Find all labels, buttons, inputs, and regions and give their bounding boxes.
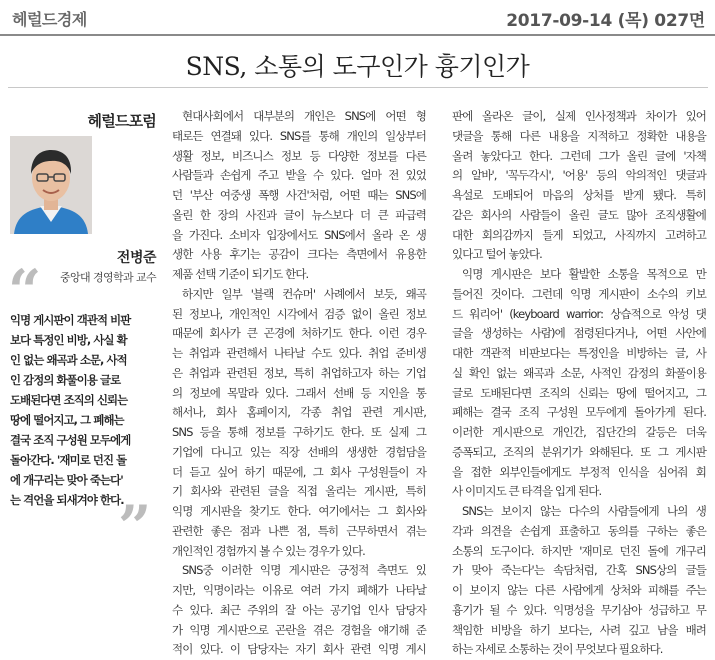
body-line: 드 워리어' (keyboard warrior: 상습적으로 악성 댓: [452, 306, 706, 321]
masthead: [0, 0, 715, 36]
body-column-2: [452, 107, 706, 660]
body-line: 태로든 연결돼 있다. SNS를 통해 개인의 일상부터: [172, 128, 426, 143]
pull-quote-line: 땅에 떨어지고, 그 폐해는: [10, 413, 124, 427]
body-line: 있다고 털어 놓았다.: [452, 247, 542, 262]
body-line: 가 익명 게시판으로 곤란을 겪은 경험을 얘기해 준: [172, 622, 426, 637]
body-line: 책임한 비방을 하기 보다는, 사려 깊고 남을 배려: [452, 622, 706, 637]
body-line: 폐해는 결국 조직 구성원 모두에게 돌아가게 된다.: [452, 405, 706, 420]
body-line: 하지만 일부 '블랙 컨슈머' 사례에서 보듯, 왜곡: [182, 286, 426, 301]
author-name: 전병준: [116, 250, 156, 266]
body-line: 증폭되고, 조직의 분위기가 와해된다. 또 그 게시판: [452, 444, 706, 459]
body-line: 을 가진다. 소비자 입장에서도 SNS에서 올라 온 생: [172, 227, 426, 242]
body-line: 판에 올라온 글이, 실제 인사정책과 차이가 있어: [452, 109, 706, 123]
body-line: 각과 의견을 손쉽게 표출하고 동의를 구하는 좋은: [452, 523, 706, 538]
body-line: 이 보이지 않는 다른 사람에게 상처와 피해를 주는: [452, 583, 706, 597]
body-column-1: [172, 107, 426, 660]
body-line: 의 정보에 목말라 있다. 그래서 선배 등 지인을 통: [172, 385, 426, 400]
body-line: 개인적인 경험까지 볼 수 있는 경우가 있다.: [172, 543, 365, 558]
body-line: 익명 게시판을 찾기도 한다. 여기에서는 그 회사와: [172, 504, 426, 518]
pull-quote-line: 보다 특정인 비방, 사실 확: [10, 333, 127, 347]
pull-quote-line: 인 없는 왜곡과 소문, 사적: [10, 353, 127, 367]
body-line: 된 정보나, 개인적인 시각에서 검증 없이 올린 정보: [172, 306, 426, 321]
body-line: SNS중 이러한 익명 게시판은 긍정적 측면도 있: [182, 563, 426, 578]
body-line: 수 있다. 최근 주위의 잘 아는 공기업 인사 담당자: [172, 602, 426, 617]
pull-quote-line: 인 감정의 화풀이용 글로: [10, 373, 121, 387]
author-portrait: [10, 136, 92, 234]
body-line: 더 듣고 싶어 하기 때문에, 그 회사 구성원들이 자: [172, 464, 426, 479]
column-name: 헤럴드포럼: [87, 112, 156, 130]
body-line: 댓글을 통해 다른 내용을 지적하고 정확한 내용을: [452, 128, 706, 143]
body-line: 올린 한 장의 사진과 글이 뉴스보다 더 큰 파급력: [172, 207, 426, 222]
body-line: 대한 회의감까지 들게 되었고, 사직까지 고려하고: [452, 227, 706, 242]
body-line: SNS 등을 통해 정보를 구하기도 한다. 또 실제 그: [172, 425, 426, 439]
body-line: 을 접한 외부인들에게도 부정적 인식을 심어줘 회: [452, 464, 706, 479]
pull-quote-line: 돌아간다. '재미로 던진 돌: [10, 453, 127, 467]
body-line: 흉기가 될 수 있다. 익명성을 무기삼아 성급하고 무: [452, 602, 706, 617]
pull-quote-line: 도배된다면 조직의 신뢰는: [10, 393, 128, 407]
author-portrait-illustration: [10, 136, 92, 234]
body-line: 제품 선택 기준이 되기도 한다.: [172, 267, 309, 281]
body-line: 대한 객관적 비판보다는 특정인을 비방하는 글, 사: [452, 346, 706, 360]
body-line: 생활 정보, 비즈니스 정보 등 다양한 정보를 다른: [172, 148, 426, 163]
pull-quote-line: 결국 조직 구성원 모두에게: [10, 433, 131, 447]
body-line: 던 '부산 여중생 폭행 사건'처럼, 어떤 때는 SNS에: [172, 188, 426, 202]
body-line: 는 취업과 관련해서 나타날 수도 있다. 취업 준비생: [172, 346, 426, 360]
body-line: 사람들과 손쉽게 주고 받을 수 있다. 얼마 전 있었: [172, 168, 426, 183]
body-line: 사 이미지도 큰 타격을 입게 된다.: [452, 484, 602, 499]
headline-divider: [8, 87, 708, 88]
body-line: SNS는 보이지 않는 다수의 사람들에게 나의 생: [462, 504, 706, 518]
article-headline: SNS, 소통의 도구인가 흉기인가: [185, 52, 530, 81]
pull-quote-line: 는 격언을 되새겨야 한다.: [10, 493, 124, 507]
pull-quote-line: 에 개구리는 맞아 죽는다': [10, 473, 123, 487]
body-line: 익명 게시판은 보다 활발한 소통을 목적으로 만: [462, 267, 706, 281]
body-line: 때문에 회사가 큰 곤경에 처하기도 한다. 이런 경우: [172, 326, 426, 341]
body-line: 기업에 다니고 있는 직장 선배의 생생한 경험담을: [172, 444, 426, 459]
body-line: 글을 생성하는 사람)에 점령된다거나, 어떤 사안에: [452, 326, 706, 341]
body-line: 은 취업과 관련된 정보, 특히 취업하고자 하는 기업: [172, 365, 426, 380]
body-line: 해서나, 회사 홈페이지, 각종 취업 관련 게시판,: [172, 405, 426, 420]
body-line: 이러한 게시판으로 개인간, 집단간의 갈등은 더욱: [452, 425, 706, 439]
pull-quote: [10, 310, 158, 510]
body-line: 실 확인 없는 왜곡과 소문, 사적인 감정의 화풀이용: [452, 365, 706, 380]
body-line: 지만, 익명이라는 이유로 여러 가지 폐해가 나타날: [172, 583, 426, 597]
issue-date-page: 2017-09-14 (목) 027면: [506, 11, 705, 31]
body-line: 현대사회에서 대부분의 개인은 SNS에 어떤 형: [182, 109, 426, 123]
body-line: 가 맞아 죽는다'는 속담처럼, 간혹 SNS상의 글들: [452, 563, 706, 578]
body-line: 같은 회사의 사람들이 올린 글도 많아 조직생활에: [452, 207, 706, 222]
body-line: 기 회사와 관련된 글을 직접 올리는 게시판, 특히: [172, 484, 426, 499]
body-line: 적이 있다. 이 담당자는 자기 회사 관련 익명 게시: [172, 642, 426, 657]
body-line: 의 알바', '꼭두각시', '어용' 등의 악의적인 댓글과: [452, 168, 706, 183]
close-quote-icon: ”: [118, 493, 152, 561]
pull-quote-line: 익명 게시판이 객관적 비판: [10, 313, 131, 327]
body-line: 하는 자세로 소통하는 것이 무엇보다 필요하다.: [452, 642, 663, 657]
body-line: 소통의 도구이다. 하지만 '재미로 던진 돌에 개구리: [452, 543, 706, 558]
body-line: 생한 사용 후기는 공감이 크다는 측면에서 유용한: [172, 247, 426, 262]
author-title: 중앙대 경영학과 교수: [59, 271, 156, 284]
body-line: 들어진 것이다. 그런데 익명 게시판이 소수의 키보: [452, 286, 706, 301]
body-line: 욕설로 도배되어 마음의 상처를 받게 됐다. 특히: [452, 188, 706, 202]
open-quote-icon: “: [8, 257, 42, 325]
body-line: 관련한 좋은 점과 나쁜 점, 특히 근무하면서 겪는: [172, 523, 426, 538]
body-line: 글로 도배된다면 조직의 신뢰는 땅에 떨어지고, 그: [452, 385, 706, 400]
newspaper-name: 헤럴드경제: [12, 10, 87, 29]
body-line: 올려 놓았다고 한다. 그런데 그가 올린 글에 '자책: [452, 148, 706, 163]
